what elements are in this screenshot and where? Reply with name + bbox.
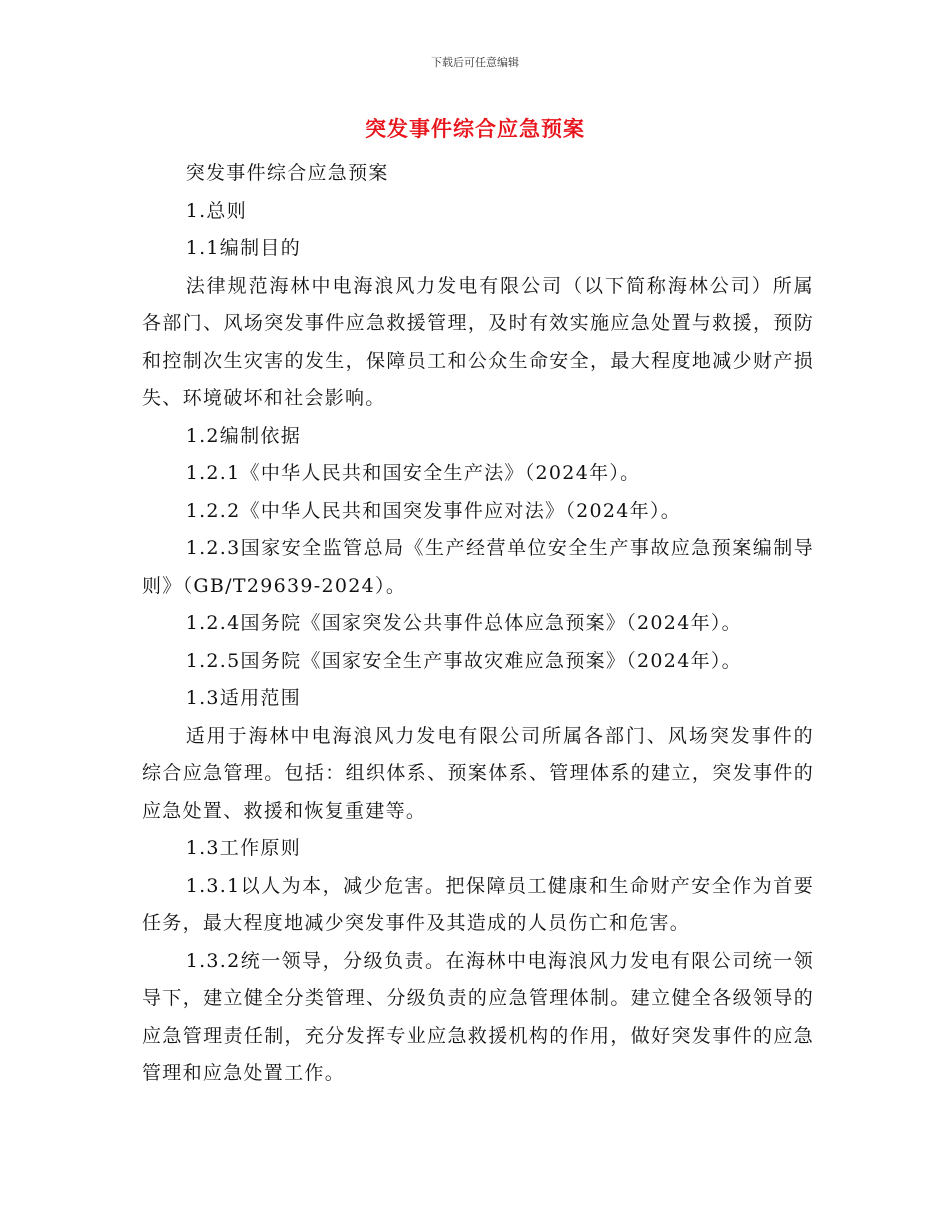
heading-scope: 1.3适用范围	[185, 687, 302, 709]
document-title: 突发事件综合应急预案	[365, 117, 585, 141]
heading-general: 1.总则	[185, 199, 248, 222]
paragraph-scope: 适用于海林中电海浪风力发电有限公司所属各部门、风场突发事件的综合应急管理。包括：组织体系、预案体系、管理体系的建立，突发事件的应急处置、救援和恢复重建等。	[142, 724, 814, 822]
paragraph-principle-2: 1.3.2统一领导，分级负责。在海林中电海浪风力发电有限公司统一领导下，建立健全分类管理、分级负责的应急管理体制。建立健全各级领导的应急管理责任制，充分发挥专业应急救援机构的作用，做好突发事件的应急管理和应急处置工作。	[142, 949, 814, 1084]
header-note: 下载后可任意编辑	[431, 56, 519, 69]
list-item-basis-1: 1.2.1《中华人民共和国安全生产法》（2024年）。	[185, 462, 641, 484]
list-item-basis-4: 1.2.4国务院《国家突发公共事件总体应急预案》（2024年）。	[185, 612, 742, 634]
heading-principles: 1.3工作原则	[185, 837, 302, 859]
paragraph-doc-name: 突发事件综合应急预案	[185, 162, 389, 184]
heading-purpose: 1.1编制目的	[185, 237, 302, 259]
heading-basis: 1.2编制依据	[185, 424, 302, 447]
paragraph-purpose: 法律规范海林中电海浪风力发电有限公司（以下简称海林公司）所属各部门、风场突发事件应急救援管理，及时有效实施应急处置与救援，预防和控制次生灾害的发生，保障员工和公众生命安全，最大程度地减少财产损失、环境破坏和社会影响。	[142, 274, 814, 409]
paragraph-principle-1: 1.3.1以人为本，减少危害。把保障员工健康和生命财产安全作为首要任务，最大程度地减少突发事件及其造成的人员伤亡和危害。	[142, 874, 814, 934]
list-item-basis-5: 1.2.5国务院《国家安全生产事故灾难应急预案》（2024年）。	[185, 649, 742, 672]
list-item-basis-3: 1.2.3国家安全监管总局《生产经营单位安全生产事故应急预案编制导则》（GB/T29639-2024）。	[142, 537, 814, 597]
list-item-basis-2: 1.2.2《中华人民共和国突发事件应对法》（2024年）。	[185, 499, 682, 522]
document-body	[142, 155, 814, 1093]
